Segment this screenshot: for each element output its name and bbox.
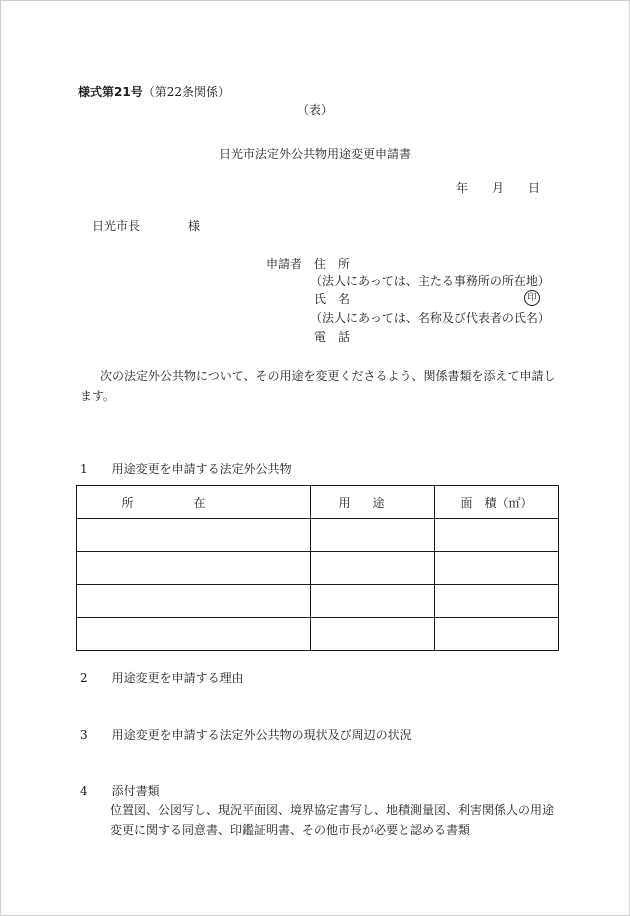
addressee: 日光市長 様: [92, 219, 201, 233]
table-row: [77, 585, 559, 618]
cell-use[interactable]: [311, 585, 435, 618]
cell-area[interactable]: [435, 552, 559, 585]
section-4-title: 添付書類: [111, 784, 160, 798]
section-3-heading: [80, 727, 412, 743]
section-1-title: 用途変更を申請する法定外公共物: [111, 462, 292, 476]
cell-use[interactable]: [311, 618, 435, 651]
cell-location[interactable]: [77, 585, 311, 618]
cell-use[interactable]: [311, 552, 435, 585]
cell-area[interactable]: [435, 585, 559, 618]
section-2-heading: [80, 670, 244, 686]
section-2-number: 2: [80, 671, 88, 685]
section-2-title: 用途変更を申請する理由: [111, 671, 244, 685]
section-3-number: 3: [80, 728, 88, 742]
attachments-list: 位置図、公図写し、現況平面図、境界協定書写し、地積測量図、利害関係人の用途変更に関する同意書、印鑑証明書、その他市長が必要と認める書類: [110, 803, 555, 837]
header-area: 面 積（㎡）: [435, 486, 559, 519]
request-body-text: 次の法定外公共物について、その用途を変更くださるよう、関係書類を添えて申請します。: [80, 369, 556, 403]
phone-label: 電 話: [314, 330, 351, 344]
table-header-row: [77, 486, 559, 519]
name-label: 氏 名: [314, 292, 351, 306]
section-1-heading: [80, 461, 292, 477]
section-4-number: 4: [80, 784, 88, 798]
form-header: [78, 84, 230, 100]
form-number: 様式第21号: [78, 85, 143, 99]
date-line: 年 月 日: [456, 181, 541, 195]
property-table: [76, 485, 559, 651]
cell-location[interactable]: [77, 519, 311, 552]
cell-location[interactable]: [77, 552, 311, 585]
table-row: [77, 552, 559, 585]
table-row: [77, 519, 559, 552]
section-3-title: 用途変更を申請する法定外公共物の現状及び周辺の状況: [111, 728, 412, 742]
cell-use[interactable]: [311, 519, 435, 552]
section-4-heading: [80, 783, 160, 799]
header-location: 所在: [77, 486, 311, 519]
table-row: [77, 618, 559, 651]
section-1-number: 1: [80, 462, 88, 476]
seal-mark: 印: [524, 290, 540, 306]
header-use: 用途: [311, 486, 435, 519]
form-related-article: （第22条関係）: [142, 85, 230, 99]
cell-area[interactable]: [435, 618, 559, 651]
address-note: （法人にあっては、主たる事務所の所在地）: [310, 274, 550, 288]
form-side-label: （表）: [296, 103, 333, 117]
address-label: 住 所: [314, 257, 351, 271]
applicant-role: 申請者: [266, 257, 303, 271]
cell-location[interactable]: [77, 618, 311, 651]
page-title: 日光市法定外公共物用途変更申請書: [218, 147, 411, 161]
name-note: （法人にあっては、名称及び代表者の氏名）: [310, 311, 550, 325]
cell-area[interactable]: [435, 519, 559, 552]
